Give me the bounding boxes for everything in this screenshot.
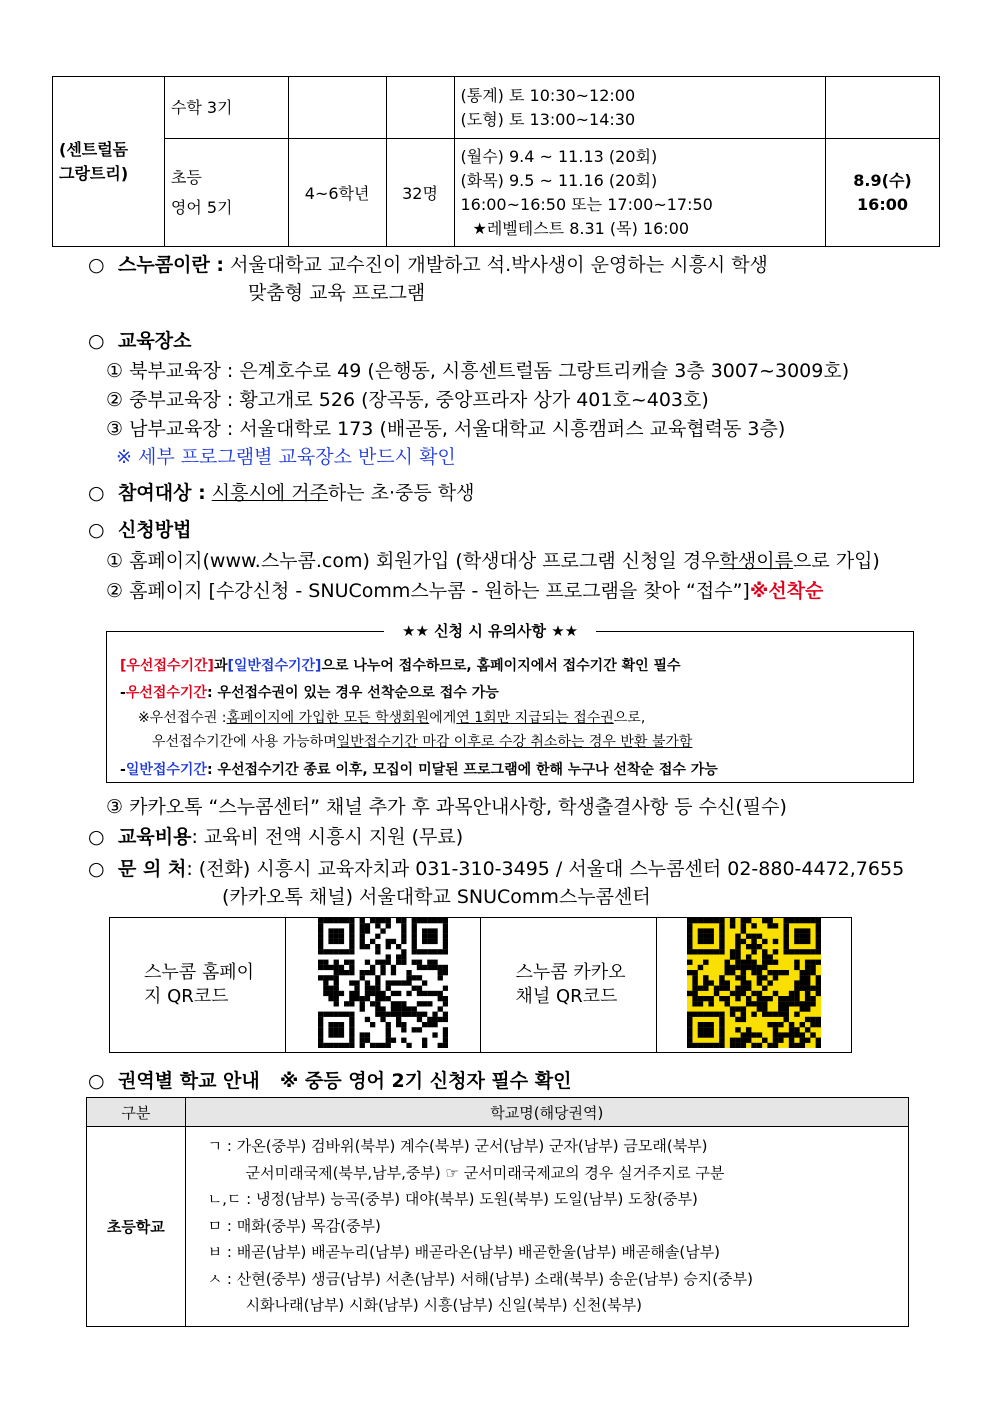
group-label-cell: (센트럴돔 그랑트리) (53, 77, 165, 247)
cost-section: ○ 교육비용: 교육비 전액 시흥시 지원 (무료) (88, 826, 464, 848)
column-header: 학교명(해당권역) (185, 1098, 908, 1127)
list-item: ㅅ : 산현(중부) 생금(남부) 서촌(남부) 서해(남부) 소래(북부) 송운(남부) 승지(중부) (207, 1269, 753, 1288)
location-item: ① 북부교육장 : 은계호수로 49 (은행동, 시흥센트럴돔 그랑트리캐슬 3층 3007~3009호) (106, 360, 850, 382)
cost-title: 교육비용 (118, 826, 192, 848)
school-table (86, 1097, 909, 1327)
apply-item-2: ② 홈페이지 [수강신청 - SNUComm스누콤 - 원하는 프로그램을 찾아 “접수”]※선착순 (106, 580, 824, 602)
intro-title: 스누콤이란 : (118, 254, 225, 276)
schools-heading: ○ 권역별 학교 안내 ※ 중등 영어 2기 신청자 필수 확인 (88, 1070, 572, 1092)
circle-bullet-icon: ○ (88, 330, 105, 352)
program-name-cell: 수학 3기 (164, 77, 288, 139)
location-note: ※ 세부 프로그램별 교육장소 반드시 확인 (116, 446, 456, 468)
list-item: ㅁ : 매화(중부) 목감(중부) (207, 1216, 381, 1235)
qr-table (109, 917, 852, 1053)
contact-line2: (카카오톡 채널) 서울대학교 SNUComm스누콤센터 (222, 886, 651, 908)
circle-bullet-icon: ○ (88, 858, 105, 880)
target-section (88, 478, 475, 505)
circle-bullet-icon: ○ (88, 482, 105, 504)
table-row (53, 139, 940, 247)
list-item: 시화나래(남부) 시화(남부) 시흥(남부) 신일(북부) 신천(북부) (245, 1296, 643, 1314)
list-item: ㄱ : 가온(중부) 검바위(북부) 계수(북부) 군서(남부) 군자(남부) 금모래(북부) (207, 1137, 708, 1155)
first-come-label: ※선착순 (749, 580, 824, 602)
program-name-cell: 초등 영어 5기 (164, 139, 288, 247)
intro-section (88, 250, 768, 277)
notice-line: 우선접수기간에 사용 가능하며일반접수기간 마감 이후로 수강 취소하는 경우 반환 불가함 (152, 734, 693, 750)
list-item: ㄴ,ㄷ : 냉정(남부) 능곡(중부) 대야(북부) 도원(북부) 도일(남부) 도창(중부) (207, 1190, 698, 1208)
target-cell: 4~6학년 (288, 139, 386, 247)
home-qr-cell (285, 918, 481, 1053)
location-item: ③ 남부교육장 : 서울대학로 173 (배곧동, 서울대학교 시흥캠퍼스 교육협력동 3층) (106, 418, 786, 440)
table-row (53, 77, 940, 139)
circle-bullet-icon: ○ (88, 519, 105, 541)
deadline-cell (826, 77, 940, 139)
column-header: 구분 (87, 1098, 186, 1127)
program-table (52, 76, 940, 247)
circle-bullet-icon: ○ (88, 1070, 105, 1092)
intro-text-line2: 맞춤형 교육 프로그램 (248, 282, 426, 304)
intro-text: 서울대학교 교수진이 개발하고 석.박사생이 운영하는 시흥시 학생 (230, 254, 768, 276)
kakao-qr-cell (657, 918, 852, 1053)
notice-line: -일반접수기간: 우선접수기간 종료 이후, 모집이 미달된 프로그램에 한해 누구나 선착순 접수 가능 (120, 762, 718, 778)
notice-line: [우선접수기간]과[일반접수기간]으로 나누어 접수하므로, 홈페이지에서 접수기간 확인 필수 (120, 658, 681, 674)
apply-item-3: ③ 카카오톡 “스누콤센터” 채널 추가 후 과목안내사항, 학생출결사항 등 수신(필수) (106, 796, 787, 818)
schedule-cell: (월수) 9.4 ~ 11.13 (20회) (화목) 9.5 ~ 11.16 (20회) 16:00~16:50 또는 17:00~17:50 ★레벨테스트 8.31 (목) 16:00 (454, 139, 826, 247)
target-title: 참여대상 : (118, 482, 206, 504)
target-rest: 하는 초·중등 학생 (327, 482, 475, 504)
homepage-qr-code-icon[interactable] (318, 918, 448, 1048)
target-cell (288, 77, 386, 139)
deadline-cell: 8.9(수) 16:00 (826, 139, 940, 247)
capacity-cell: 32명 (386, 139, 454, 247)
list-item: ㅂ : 배곧(남부) 배곧누리(남부) 배곧라온(남부) 배곧한울(남부) 배곧해솔(남부) (207, 1243, 721, 1261)
capacity-cell (386, 77, 454, 139)
contact-title: 문 의 처 (118, 858, 187, 880)
apply-item-1: ① 홈페이지(www.스누콤.com) 회원가입 (학생대상 프로그램 신청일 경우학생이름으로 가입) (106, 550, 880, 572)
target-underlined: 시흥시에 거주 (211, 482, 328, 504)
location-item: ② 중부교육장 : 황고개로 526 (장곡동, 중앙프라자 상가 401호~403호) (106, 389, 709, 411)
kakao-channel-qr-code-icon[interactable] (687, 918, 821, 1048)
notice-line: -우선접수기간: 우선접수권이 있는 경우 선착순으로 접수 가능 (120, 685, 499, 701)
school-category: 초등학교 (87, 1127, 186, 1327)
school-list (185, 1127, 908, 1327)
notice-line: ※우선접수권 :홈페이지에 가입한 모든 학생회원에게연 1회만 지급되는 접수권으로, (138, 710, 646, 726)
location-heading: ○ 교육장소 (88, 330, 192, 352)
circle-bullet-icon: ○ (88, 254, 105, 276)
home-qr-label: 스누콤 홈페이 지 QR코드 (110, 918, 286, 1053)
kakao-qr-label: 스누콤 카카오 채널 QR코드 (481, 918, 657, 1053)
contact-section: ○ 문 의 처: (전화) 시흥시 교육자치과 031-310-3495 / 서울대 스누콤센터 02-880-4472,7655 (88, 858, 905, 880)
circle-bullet-icon: ○ (88, 826, 105, 848)
apply-heading: ○ 신청방법 (88, 519, 192, 541)
schedule-cell: (통계) 토 10:30~12:00 (도형) 토 13:00~14:30 (454, 77, 826, 139)
notice-title: ★★ 신청 시 유의사항 ★★ (384, 620, 596, 641)
list-item: 군서미래국제(북부,남부,중부) ☞ 군서미래국제교의 경우 실거주지로 구분 (245, 1163, 725, 1182)
